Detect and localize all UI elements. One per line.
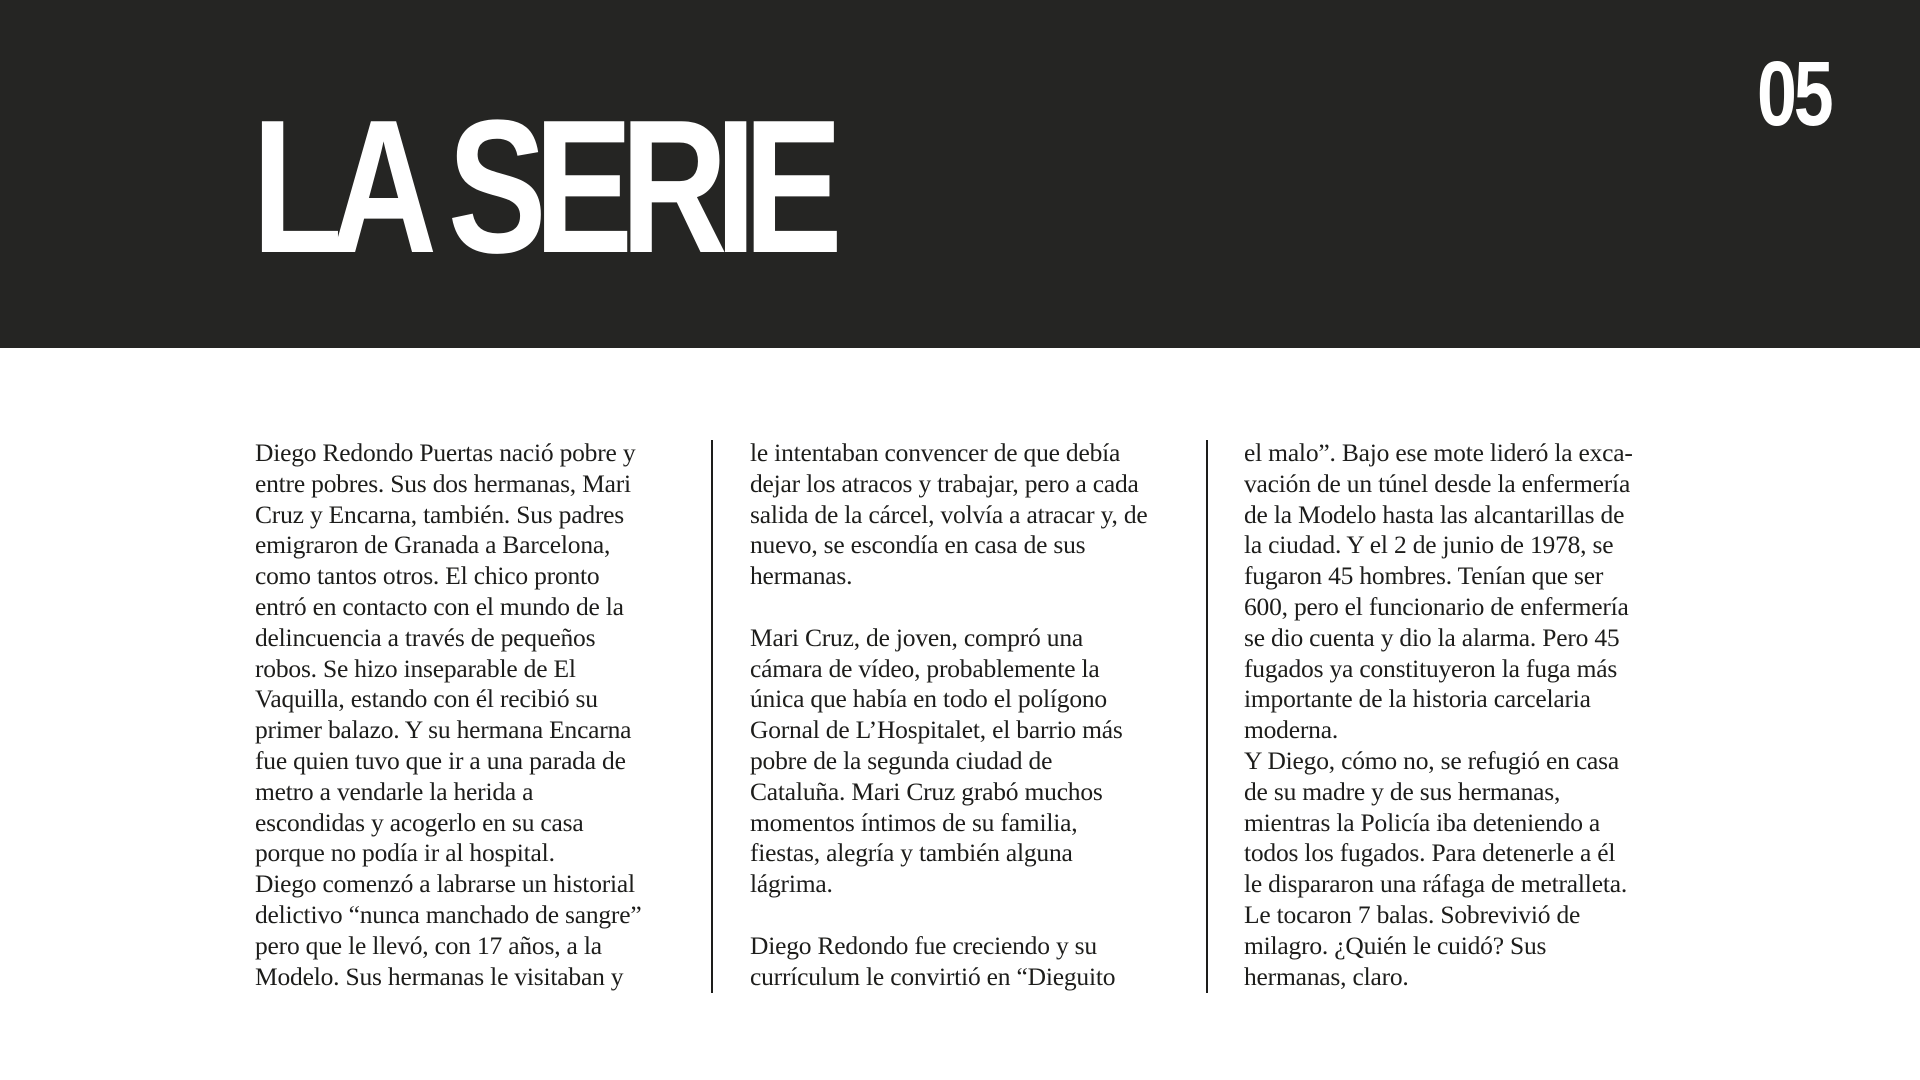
text-line: escondidas y acogerlo en su casa <box>255 807 584 837</box>
paragraph-gap <box>750 900 1190 931</box>
text-line: de la Modelo hasta las alcantarillas de <box>1244 499 1625 529</box>
text-line: Y Diego, cómo no, se refugió en casa <box>1244 745 1619 775</box>
text-line: el malo”. Bajo ese mote lideró la exca- <box>1244 438 1633 467</box>
text-line: emigraron de Granada a Barcelona, <box>255 530 611 560</box>
text-line: Gornal de L’Hospitalet, el barrio más <box>750 715 1123 745</box>
page-number: 05 <box>1757 43 1831 145</box>
text-line: se dio cuenta y dio la alarma. Pero 45 <box>1244 622 1620 652</box>
text-line: todos los fugados. Para detenerle a él <box>1244 838 1616 868</box>
header-band <box>0 0 1920 348</box>
text-line: vación de un túnel desde la enfermería <box>1244 468 1631 498</box>
text-line: metro a vendarle la herida a <box>255 776 534 806</box>
text-line: Vaquilla, estando con él recibió su <box>255 684 598 714</box>
text-column-2 <box>750 438 1190 992</box>
text-line: fugaron 45 hombres. Tenían que ser <box>1244 561 1604 591</box>
text-line: Le tocaron 7 balas. Sobrevivió de <box>1244 899 1581 929</box>
text-column-1 <box>255 438 695 992</box>
text-column-3 <box>1244 438 1684 992</box>
text-line: de su madre y de sus hermanas, <box>1244 776 1561 806</box>
text-line: fugados ya constituyeron la fuga más <box>1244 653 1618 683</box>
text-line: delictivo “nunca manchado de sangre” <box>255 899 642 929</box>
text-line: moderna. <box>1244 715 1338 745</box>
text-line: la ciudad. Y el 2 de junio de 1978, se <box>1244 530 1614 560</box>
text-line: porque no podía ir al hospital. <box>255 838 555 868</box>
column-divider-2 <box>1206 440 1208 993</box>
text-line: lágrima. <box>750 869 833 899</box>
text-line: 600, pero el funcionario de enfermería <box>1244 591 1629 621</box>
paragraph-gap <box>750 592 1190 623</box>
text-line: momentos íntimos de su familia, <box>750 807 1078 837</box>
text-line: salida de la cárcel, volvía a atracar y, de <box>750 499 1148 529</box>
text-line: como tantos otros. El chico pronto <box>255 561 600 591</box>
text-line: primer balazo. Y su hermana Encarna <box>255 715 632 745</box>
text-line: hermanas. <box>750 561 853 591</box>
text-line: pero que le llevó, con 17 años, a la <box>255 930 602 960</box>
text-line: fue quien tuvo que ir a una parada de <box>255 745 626 775</box>
text-line: Diego comenzó a labrarse un historial <box>255 869 635 899</box>
text-line: robos. Se hizo inseparable de El <box>255 653 576 683</box>
text-line: Modelo. Sus hermanas le visitaban y <box>255 961 624 991</box>
text-line: entró en contacto con el mundo de la <box>255 591 624 621</box>
text-line: única que había en todo el polígono <box>750 684 1107 714</box>
text-line: nuevo, se escondía en casa de sus <box>750 530 1086 560</box>
text-line: dejar los atracos y trabajar, pero a cada <box>750 468 1139 498</box>
text-line: cámara de vídeo, probablemente la <box>750 653 1100 683</box>
text-line: mientras la Policía iba deteniendo a <box>1244 807 1601 837</box>
text-line: le dispararon una ráfaga de metralleta. <box>1244 869 1627 899</box>
text-line: pobre de la segunda ciudad de <box>750 745 1053 775</box>
text-line: Diego Redondo Puertas nació pobre y <box>255 438 636 467</box>
text-line: Diego Redondo fue creciendo y su <box>750 930 1097 960</box>
text-line: delincuencia a través de pequeños <box>255 622 596 652</box>
text-line: le intentaban convencer de que debía <box>750 438 1121 467</box>
text-line: fiestas, alegría y también alguna <box>750 838 1073 868</box>
text-line: Cataluña. Mari Cruz grabó muchos <box>750 776 1103 806</box>
text-line: hermanas, claro. <box>1244 961 1409 991</box>
text-line: Mari Cruz, de joven, compró una <box>750 622 1083 652</box>
text-line: importante de la historia carcelaria <box>1244 684 1591 714</box>
column-divider-1 <box>711 440 713 993</box>
text-line: entre pobres. Sus dos hermanas, Mari <box>255 468 631 498</box>
text-line: currículum le convirtió en “Dieguito <box>750 961 1116 991</box>
page-title: LA SERIE <box>252 81 831 293</box>
text-line: Cruz y Encarna, también. Sus padres <box>255 499 625 529</box>
text-line: milagro. ¿Quién le cuidó? Sus <box>1244 930 1547 960</box>
